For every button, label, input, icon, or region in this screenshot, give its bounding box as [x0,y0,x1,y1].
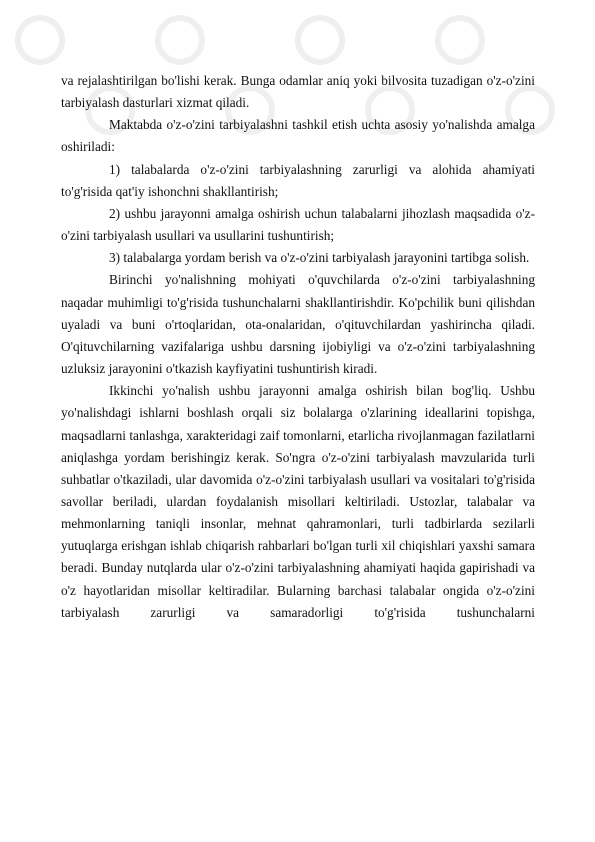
paragraph-4: 2) ushbu jarayonni amalga oshirish uchun talabalarni jihozlash maqsadida o'z-o'zini tarbiyalash usullari va usullarini tushuntirish; [61,205,535,244]
paragraph-1: va rejalashtirilgan bo'lishi kerak. Bunga odamlar aniq yoki bilvosita tuzadigan o'z-o'zini tarbiyalash dasturlari xizmat qiladi. [61,73,535,111]
paragraph-5: 3) talabalarga yordam berish va o'z-o'zini tarbiyalash jarayonini tartibga solish. [109,250,530,266]
paragraph-7: Ikkinchi yo'nalish ushbu jarayonni amalga oshirish bilan bog'liq. Ushbu yo'nalishdagi ishlarni boshlash orqali siz bolalarga o'zlarining ideallarini topishga, maqsadlarni tanlashga, xarakteridagi zaif tomonlarni, etarlicha rivojlanmagan fazilatlarni aniqlashga yordam berishingiz kerak. So'ngra o'z-o'zini tarbiyalash mavzularida turli suhbatlar o'tkaziladi, ular davomida o'z-o'zini tarbiyalash usullari va vositalari to'g'risida savollar beriladi, ulardan foydalanish misollari keltiriladi. Ustozlar, talabalar va mehmonlarning taniqli insonlar, mehnat qahramonlari, turli tadbirlarda sezilarli yutuqlarga erishgan ishlab chiqarish rahbarlari bo'lgan turli xil chiqishlari yaxshi samara beradi. Bunday nutqlarda ular o'z-o'zini tarbiyalashning ahamiyati haqida gapirishadi va o'z hayotlaridan misollar keltiradilar. Bularning barchasi talabalar ongida o'z-o'zini tarbiyalash zarurligi va samaradorligi to'g'risida tushunchalarni [61,383,535,620]
document-body [61,70,535,624]
paragraph-6: Birinchi yo'nalishning mohiyati o'quvchilarda o'z-o'zini tarbiyalashning naqadar muhimligi to'g'risida tushunchalarni shakllantirishdir. Ko'pchilik buni qilishdan uyaladi va buni o'rtoqlaridan, ota-onalaridan, o'qituvchilardan yashirincha qiladi. O'qituvchilarning vazifalariga ushbu darsning ijobiyligi va o'z-o'zini tarbiyalashning uzluksiz jarayonini o'tkazish kayfiyatini tushuntirish kiradi. [61,272,535,377]
paragraph-2: Maktabda o'z-o'zini tarbiyalashni tashkil etish uchta asosiy yo'nalishda amalga oshiriladi: [61,117,535,155]
paragraph-3: 1) talabalarda o'z-o'zini tarbiyalashning zarurligi va alohida ahamiyati to'g'risida qat'iy ishonchni shakllantirish; [61,161,535,199]
